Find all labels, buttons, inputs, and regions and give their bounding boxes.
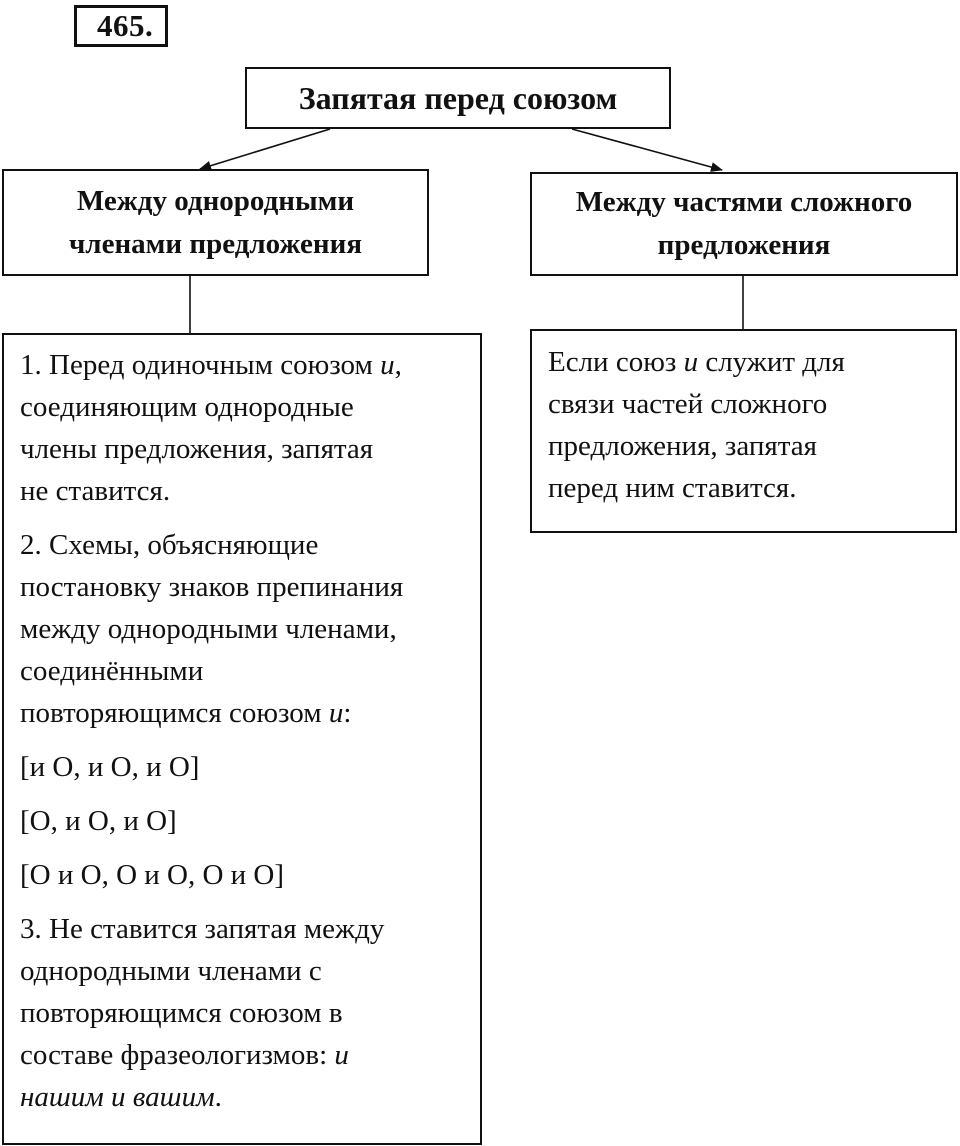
rule-3 <box>20 908 466 1118</box>
scheme-2: [О, и О, и О] <box>20 805 177 837</box>
diagram-title: Запятая перед союзом <box>298 79 618 116</box>
right-branch-rule-box <box>530 329 957 533</box>
rule-2-italic: и <box>328 697 344 729</box>
right-branch-heading-box <box>530 172 958 276</box>
right-rule-after: служит для связи частей сложного предложения, запятая перед ним ставится. <box>548 346 845 504</box>
rule-1-after: , соединяющим однородные члены предложения, запятая не ставится. <box>20 349 402 507</box>
exercise-number-dot: . <box>145 8 153 43</box>
rule-3-italic: и нашим и вашим <box>20 1039 349 1113</box>
rule-3-after: . <box>214 1081 222 1113</box>
rule-1-text: 1. Перед одиночным союзом <box>20 349 381 381</box>
rule-2-text: 2. Схемы, объясняющие постановку знаков препинания между однородными членами, соединёнными повторяющимся союзом <box>20 529 404 729</box>
exercise-number: 465 <box>97 8 145 43</box>
arrow-to-right-branch <box>572 129 722 170</box>
scheme-1: [и О, и О, и О] <box>20 751 200 783</box>
left-branch-heading-box <box>2 169 429 276</box>
right-rule-text: Если союз <box>548 346 684 378</box>
left-branch-rules-box <box>2 333 482 1145</box>
exercise-number-box <box>74 5 168 47</box>
left-branch-heading: Между однородными членами предложения <box>68 184 363 260</box>
diagram-title-box <box>245 67 671 129</box>
scheme-3: [О и О, О и О, О и О] <box>20 859 285 891</box>
rule-2 <box>20 524 466 734</box>
right-branch-heading: Между частями сложного предложения <box>575 186 913 261</box>
right-rule <box>548 341 941 509</box>
arrow-to-left-branch <box>200 129 330 169</box>
rule-1-italic: и <box>380 349 395 381</box>
rule-2-after: : <box>343 697 352 729</box>
right-rule-italic: и <box>683 346 699 378</box>
rule-3-text: 3. Не ставится запятая между однородными членами с повторяющимся союзом в составе фразеологизмов: <box>20 913 385 1071</box>
rule-1 <box>20 344 466 512</box>
